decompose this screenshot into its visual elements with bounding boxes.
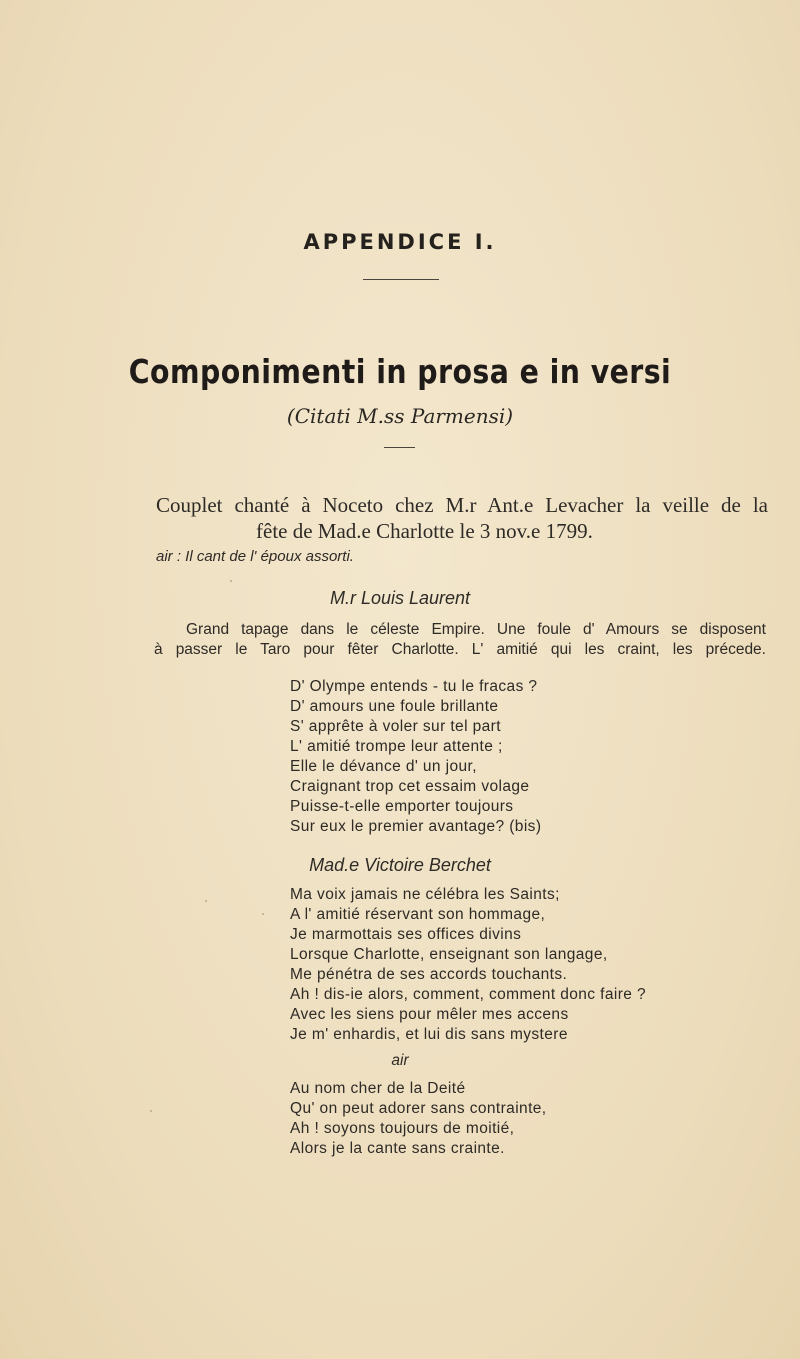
appendix-heading: APPENDICE I. [303, 230, 497, 254]
speaker-name: M.r Louis Laurent [329, 588, 471, 608]
verse-line: Puisse-t-elle emporter toujours [290, 798, 514, 815]
verse-line: Ah ! dis-ie alors, comment, comment donc faire ? [290, 986, 647, 1003]
prose-line: Grand tapage dans le céleste Empire. Une foule d' Amours se disposent [186, 621, 766, 638]
verse-stanza [290, 1079, 547, 1159]
paper-speck [262, 913, 264, 915]
verse-line: Au nom cher de la Deité [290, 1080, 466, 1097]
verse-line: Je m' enhardis, et lui dis sans mystere [290, 1026, 568, 1043]
verse-line: Alors je la cante sans crainte. [290, 1140, 505, 1157]
verse-line: Je marmottais ses offices divins [290, 926, 522, 943]
verse-line: Craignant trop cet essaim volage [290, 778, 530, 795]
verse-line: Ah ! soyons toujours de moitié, [290, 1120, 515, 1137]
verse-line: Ma voix jamais ne célébra les Saints; [290, 886, 560, 903]
couplet-heading-line: Couplet chanté à Noceto chez M.r Ant.e Levacher la veille de la [156, 493, 768, 517]
couplet-heading-line: fête de Mad.e Charlotte le 3 nov.e 1799. [256, 519, 593, 543]
air-note: air : Il cant de l' époux assorti. [156, 548, 354, 565]
verse-stanza [290, 677, 541, 837]
verse-line: L' amitié trompe leur attente ; [290, 738, 503, 755]
verse-line: Me pénétra de ses accords touchants. [290, 966, 568, 983]
verse-line: D' Olympe entends - tu le fracas ? [290, 678, 538, 695]
verse-line: A l' amitié réservant son hommage, [290, 906, 546, 923]
speaker-name: Mad.e Victoire Berchet [309, 855, 491, 875]
divider-rule [363, 279, 439, 280]
verse-line: Elle le dévance d' un jour, [290, 758, 477, 775]
verse-line: S' apprête à voler sur tel part [290, 718, 501, 735]
prose-line: à passer le Taro pour fêter Charlotte. L' amitié qui les craint, les précede. [154, 641, 766, 658]
verse-line: Lorsque Charlotte, enseignant son langage, [290, 946, 608, 963]
page-title: Componimenti in prosa e in versi [128, 352, 672, 391]
verse-stanza [290, 885, 646, 1045]
verse-line: Qu' on peut adorer sans contrainte, [290, 1100, 547, 1117]
verse-line: Avec les siens pour mêler mes accens [290, 1006, 569, 1023]
paper-speck [230, 580, 232, 582]
divider-rule [384, 447, 415, 448]
verse-line: D' amours une foule brillante [290, 698, 499, 715]
page-subtitle: (Citati M.ss Parmensi) [286, 404, 514, 428]
paper-speck [150, 1110, 152, 1112]
air-label: air [391, 1052, 409, 1069]
paper-speck [205, 900, 207, 902]
verse-line: Sur eux le premier avantage? (bis) [290, 818, 542, 835]
